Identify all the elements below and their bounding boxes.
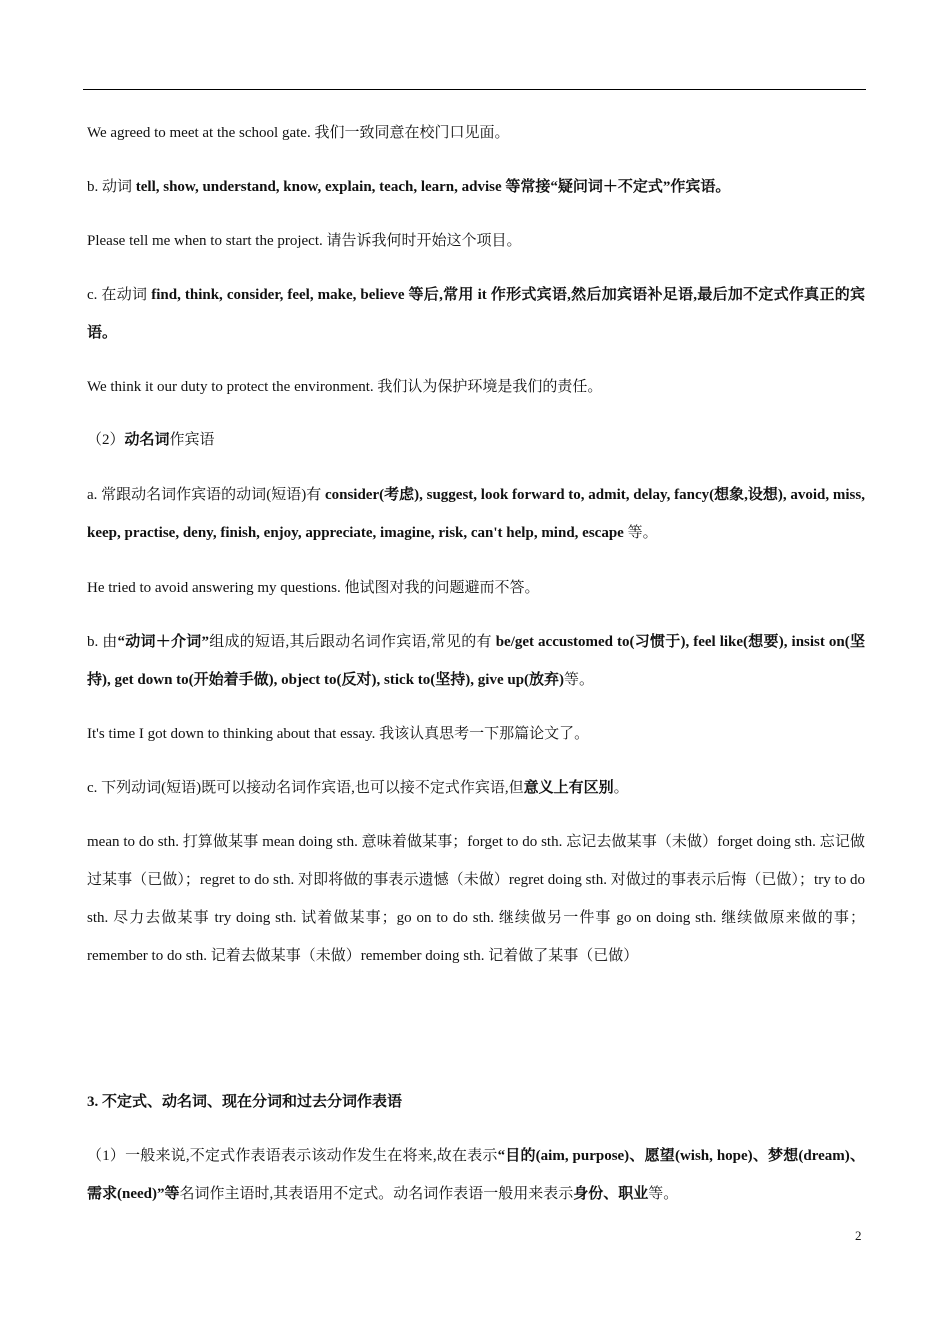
rule-a-gerund-verbs: a. 常跟动名词作宾语的动词(短语)有 consider(考虑), suggest, look forward to, admit, delay, fancy(想象,设想), avoid, miss, keep, practise, deny, finish, enjoy, appreciate, imagine, risk, can't help, mind, escape 等。 bbox=[87, 487, 865, 541]
rule-b-verb-preposition: b. 由“动词＋介词”组成的短语,其后跟动名词作宾语,常见的有 be/get accustomed to(习惯于), feel like(想要), insist on(坚持), get down to(开始着手做), object to(反对), stick to(坚持), give up(放弃)等。 bbox=[87, 634, 865, 688]
rule-1-infinitive-predicative: （1）一般来说,不定式作表语表示该动作发生在将来,故在表示“目的(aim, purpose)、愿望(wish, hope)、梦想(dream)、需求(need)”等名词作主语时,其表语用不定式。动名词作表语一般用来表示身份、职业等。 bbox=[87, 1148, 865, 1202]
verb-meaning-list: mean to do sth. 打算做某事 mean doing sth. 意味着做某事；forget to do sth. 忘记去做某事（未做）forget doing sth. 忘记做过某事（已做）；regret to do sth. 对即将做的事表示遗憾（未做）regret doing sth. 对做过的事表示后悔（已做）；try to do sth. 尽力去做某事 try doing sth. 试着做某事；go on to do sth. 继续做另一件事 go on doing sth. 继续做原来做的事；remember to do sth. 记着去做某事（未做）remember doing sth. 记着做了某事（已做） bbox=[87, 834, 865, 964]
section-gerund-object: （2）动名词作宾语 bbox=[87, 432, 215, 448]
example-sentence-5: It's time I got down to thinking about that essay. 我该认真思考一下那篇论文了。 bbox=[87, 726, 590, 742]
example-sentence-1: We agreed to meet at the school gate. 我们一致同意在校门口见面。 bbox=[87, 125, 510, 141]
example-sentence-2: Please tell me when to start the project. 请告诉我何时开始这个项目。 bbox=[87, 233, 522, 249]
rule-c-formal-object-it: c. 在动词 find, think, consider, feel, make, believe 等后,常用 it 作形式宾语,然后加宾语补足语,最后加不定式作真正的宾语。 bbox=[87, 287, 865, 341]
page-number: 2 bbox=[855, 1228, 862, 1243]
header-rule bbox=[83, 89, 866, 90]
section-heading-3: 3. 不定式、动名词、现在分词和过去分词作表语 bbox=[87, 1094, 403, 1110]
example-sentence-3: We think it our duty to protect the environment. 我们认为保护环境是我们的责任。 bbox=[87, 379, 603, 395]
rule-c-meaning-difference: c. 下列动词(短语)既可以接动名词作宾语,也可以接不定式作宾语,但意义上有区别。 bbox=[87, 780, 629, 796]
rule-b-interrogative-infinitive: b. 动词 tell, show, understand, know, explain, teach, learn, advise 等常接“疑问词＋不定式”作宾语。 bbox=[87, 179, 731, 195]
example-sentence-4: He tried to avoid answering my questions. 他试图对我的问题避而不答。 bbox=[87, 580, 540, 596]
